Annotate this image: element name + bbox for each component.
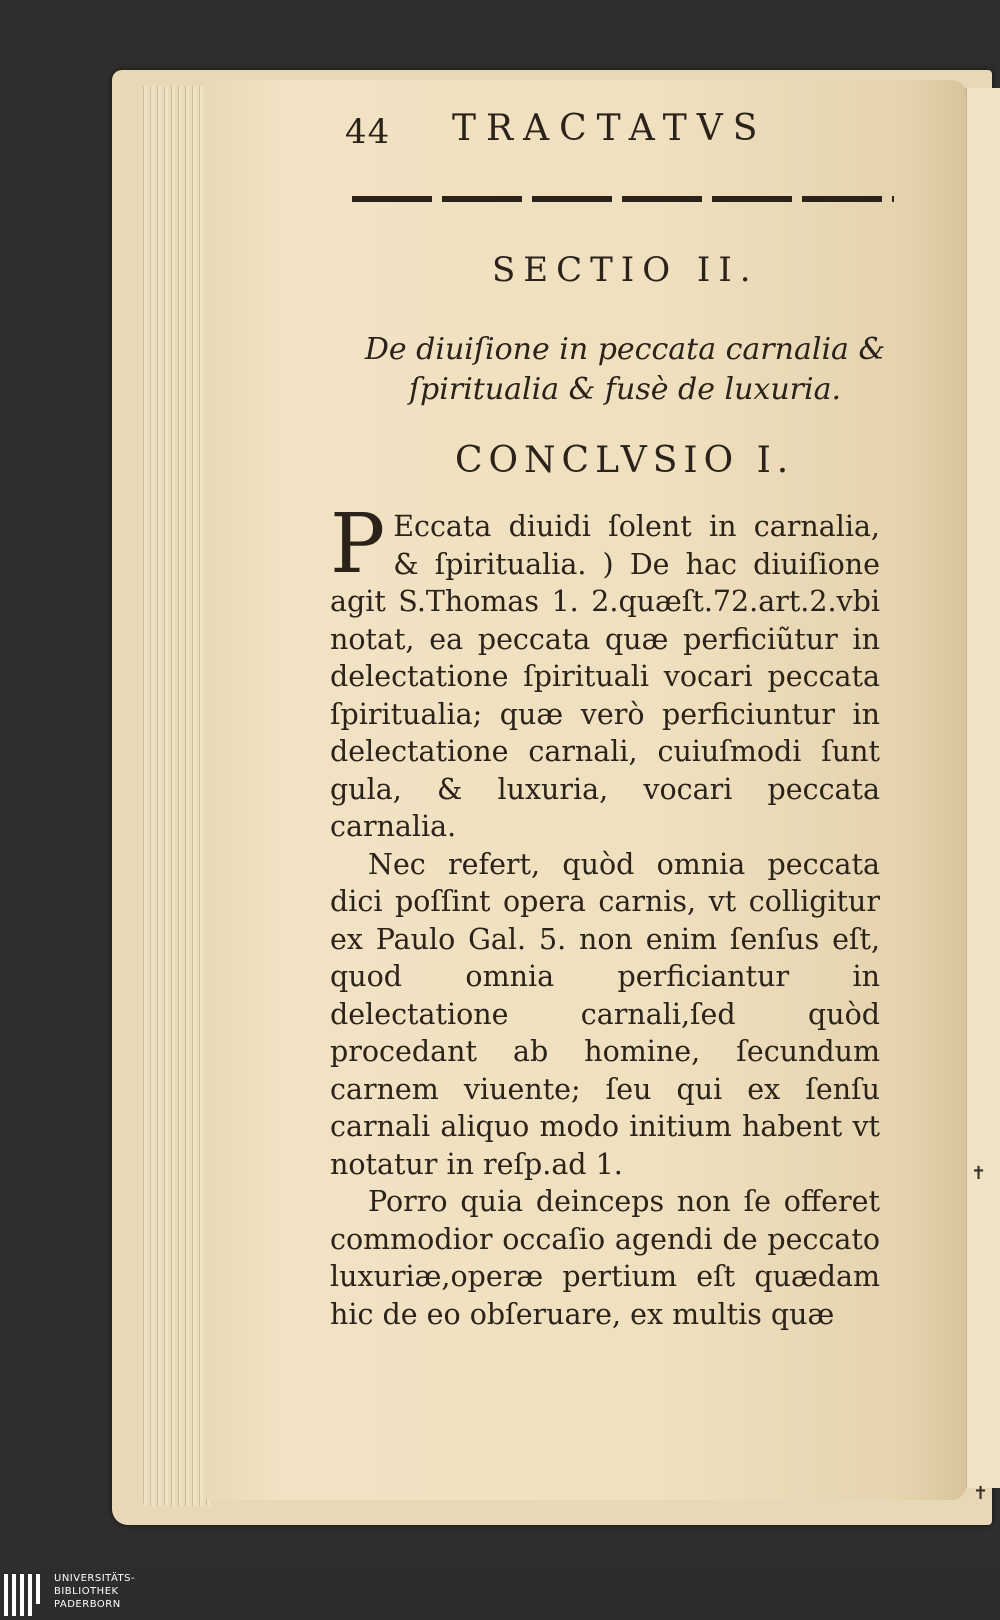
running-title: TRACTATVS <box>452 108 768 149</box>
page-edges <box>140 86 210 1506</box>
conclusion-heading: CONCLVSIO I. <box>455 440 795 481</box>
library-logo-icon <box>4 1574 40 1616</box>
page-number: 44 <box>345 112 391 152</box>
paragraph: Nec refert, quòd omnia peccata dici poſſint opera carnis, vt colligitur ex Paulo Gal. 5. non enim ſenſus eſt, quod omnia perficiantur in delectatione carnali,ſed quòd procedant ab homine, ſecundum carnem viuente; ſeu qui ex ſenſu carnali aliquo modo initium habent vt notatur in reſp.ad 1. <box>330 847 880 1181</box>
drop-cap: P <box>330 497 386 592</box>
paragraph <box>330 497 880 846</box>
section-heading: SECTIO II. <box>492 250 759 290</box>
paragraph: Porro quia deinceps non ſe offeret commodior occaſio agendi de peccato luxuriæ,operæ pertium eſt quædam hic de eo obſeruare, ex multis quæ <box>330 1185 880 1331</box>
logo-line: UNIVERSITÄTS- <box>54 1573 136 1584</box>
paragraph-text: Eccata diuidi ſolent in carnalia, & ſpiritualia. ) De hac diuiſione agit S.Thomas 1. 2.quæſt.72.art.2.vbi notat, ea peccata quæ perficiũtur in delectatione ſpirituali vocari peccata ſpiritualia; quæ verò perficiuntur in delectatione carnali, cuiuſmodi ſunt gula, & luxuria, vocari peccata carnalia. <box>330 510 880 843</box>
facing-page-edge <box>965 88 1000 1504</box>
library-logo-text <box>54 1572 135 1611</box>
bleed-mark: ✝ <box>973 1483 989 1504</box>
logo-line: BIBLIOTHEK <box>54 1586 119 1597</box>
section-subtitle <box>345 330 905 410</box>
subtitle-line: De diuiſione in peccata carnalia & <box>364 332 886 367</box>
bleed-mark: ✝ <box>971 1163 987 1184</box>
footer-bar <box>0 1568 1000 1620</box>
logo-line: PADERBORN <box>54 1599 121 1610</box>
body-text <box>330 497 880 1333</box>
header-rule <box>352 196 894 202</box>
subtitle-line: ſpiritualia & fusè de luxuria. <box>408 372 842 407</box>
